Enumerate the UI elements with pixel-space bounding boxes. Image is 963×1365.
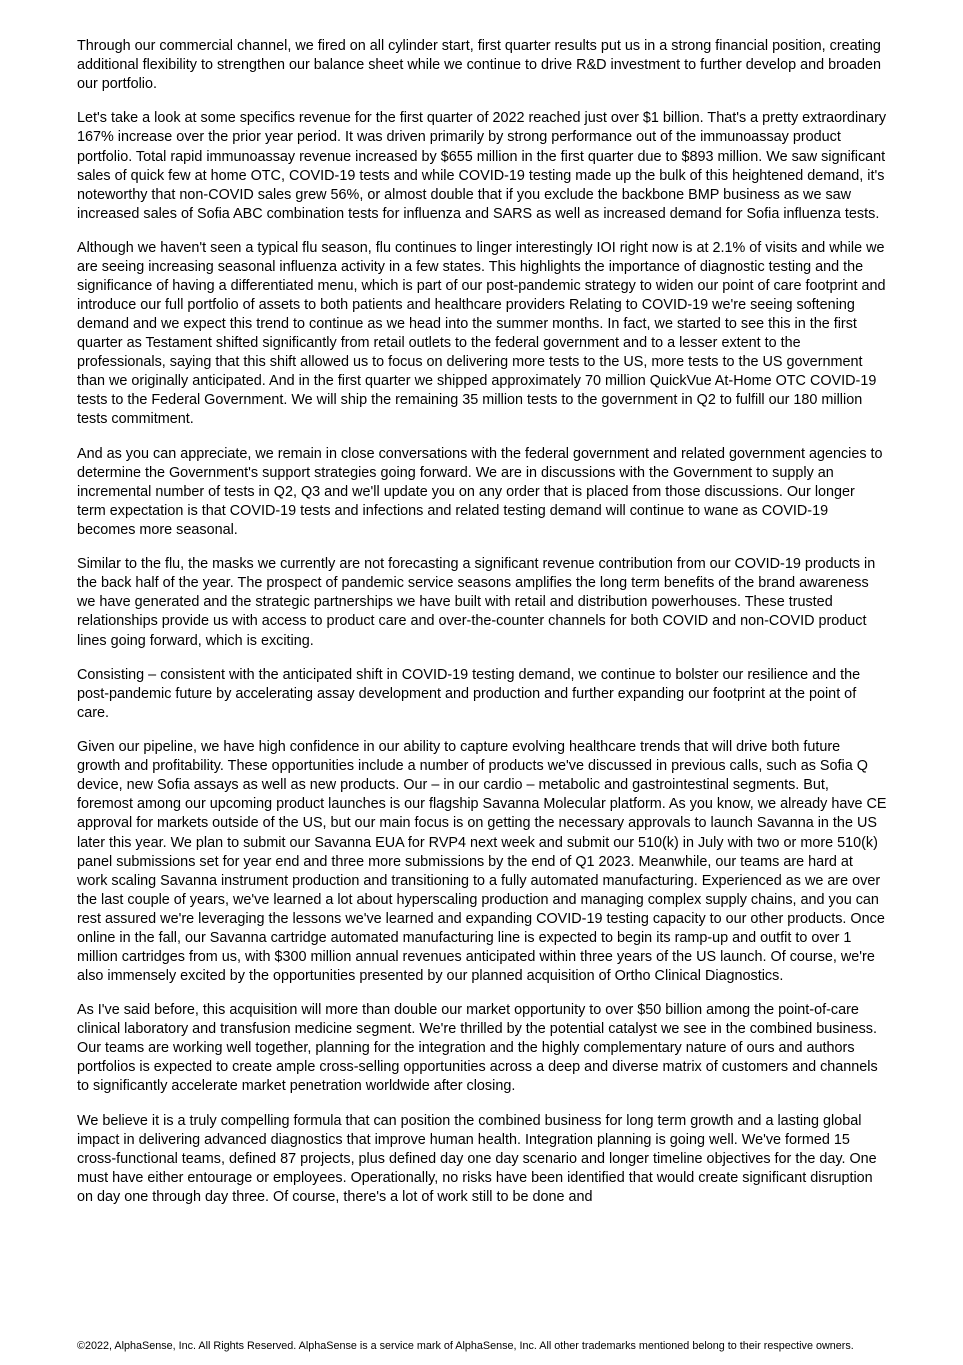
paragraph-commercial-channel: Through our commercial channel, we fired on all cylinder start, first quarter results put us in a strong financial position, creating additional flexibility to strengthen our balance sheet while we continue to drive R&D investment to further develop and broaden our portfolio. <box>77 38 881 93</box>
paragraph-post-pandemic: Consisting – consistent with the anticipated shift in COVID-19 testing demand, we continue to bolster our resilience and the post-pandemic future by accelerating assay development and production and further expanding our footprint at the point of care. <box>77 666 861 721</box>
copyright-footer: ©2022, AlphaSense, Inc. All Rights Reserved. AlphaSense is a service mark of AlphaSense, Inc. All other trademarks mentioned belong to their respective owners. <box>77 1340 854 1352</box>
paragraph-pipeline-savanna: Given our pipeline, we have high confidence in our ability to capture evolving healthcare trends that will drive both future growth and profitability. These opportunities include a number of products we've discussed in previous calls, such as Sofia Q device, new Sofia assays as well as new products. Our – in our cardio – metabolic and gastrointestinal segments. But, foremost among our upcoming product launches is our flagship Savanna Molecular platform. As you know, we already have CE approval for markets outside of the US, but our main focus is on getting the necessary approvals to launch Savanna in the US later this year. We plan to submit our Savanna EUA for RVP4 next week and submit our 510(k) in July with two or more 510(k) panel submissions set for year end and three more submissions by the end of Q1 2023. Meanwhile, our teams are hard at work scaling Savanna instrument production and transitioning to a fully automated manufacturing. Experienced as we are over the last couple of years, we've learned a lot about hyperscaling production and managing complex supply chains, and you can rest assured we're leveraging the lessons we've learned and expanding COVID-19 testing capacity to our other products. Once online in the fall, our Savanna cartridge automated manufacturing line is expected to begin its ramp-up and outfit to over 1 million cartridges from us, with $300 million annual revenues anticipated within three years of the US launch. Of course, we're also immensely excited by the opportunities presented by our planned acquisition of Ortho Clinical Diagnostics. <box>77 739 887 984</box>
transcript-body <box>77 37 887 1222</box>
paragraph-revenue-forecast: Similar to the flu, the masks we currently are not forecasting a significant revenue contribution from our COVID-19 products in the back half of the year. The prospect of pandemic service seasons amplifies the long term benefits of the brand awareness we have generated and the strategic partnerships we have built with retail and distribution powerhouses. These trusted relationships provide us with access to product care and over-the-counter channels for both COVID and non-COVID product lines going forward, which is exciting. <box>77 556 876 649</box>
paragraph-flu-season: Although we haven't seen a typical flu season, flu continues to linger interestingly IOI right now is at 2.1% of visits and while we are seeing increasing seasonal influenza activity in a few states. This highlights the importance of diagnostic testing and the significance of having a differentiated menu, which is part of our post-pandemic strategy to widen our point of care footprint and introduce our full portfolio of assets to both patients and healthcare providers Relating to COVID-19 we're seeing softening demand and we expect this trend to continue as we head into the summer months. In fact, we started to see this in the first quarter as Testament shifted significantly from retail outlets to the federal government and to a lesser extent to the professionals, saying that this shift allowed us to focus on delivering more tests to the US, more tests to the US government than we originally anticipated. And in the first quarter we shipped approximately 70 million QuickVue At-Home OTC COVID-19 tests to the Federal Government. We will ship the remaining 35 million tests to the government in Q2 to fulfill our 180 million tests commitment. <box>77 240 886 428</box>
paragraph-integration-planning: We believe it is a truly compelling formula that can position the combined business for long term growth and a lasting global impact in delivering advanced diagnostics that improve human health. Integration planning is going well. We've formed 15 cross-functional teams, defined 87 projects, plus defined day one day scenario and longer timeline objectives for the day. One must have either entourage or employees. Operationally, no risks have been identified that would create significant disruption on day one through day three. Of course, there's a lot of work still to be done and <box>77 1112 877 1205</box>
paragraph-q1-revenue: Let's take a look at some specifics revenue for the first quarter of 2022 reached just over $1 billion. That's a pretty extraordinary 167% increase over the prior year period. It was driven primarily by strong performance out of the immunoassay product portfolio. Total rapid immunoassay revenue increased by $655 million in the first quarter due to $893 million. We saw significant sales of quick few at home OTC, COVID-19 tests and while COVID-19 testing made up the bulk of this heightened demand, it's noteworthy that non-COVID sales grew 56%, or almost double that if you exclude the backbone BMP business as we saw increased sales of Sofia ABC combination tests for influenza and SARS as well as increased demand for Sofia influenza tests. <box>77 110 887 222</box>
paragraph-government-conversations: And as you can appreciate, we remain in close conversations with the federal government and related government agencies to determine the Government's support strategies going forward. We are in discussions with the Government to supply an incremental number of tests in Q2, Q3 and we'll update you on any order that is placed from those discussions. Our longer term expectation is that COVID-19 tests and infections and related testing demand will continue to wane as COVID-19 becomes more seasonal. <box>77 445 883 538</box>
paragraph-acquisition: As I've said before, this acquisition will more than double our market opportunity to over $50 billion among the point-of-care clinical laboratory and transfusion medicine segment. We're thrilled by the potential catalyst we see in the combined business. Our teams are working well together, planning for the integration and the highly complementary nature of ours and authors portfolios is expected to create ample cross-selling opportunities across a deep and diverse matrix of customers and channels to significantly accelerate market penetration worldwide after closing. <box>77 1002 878 1095</box>
